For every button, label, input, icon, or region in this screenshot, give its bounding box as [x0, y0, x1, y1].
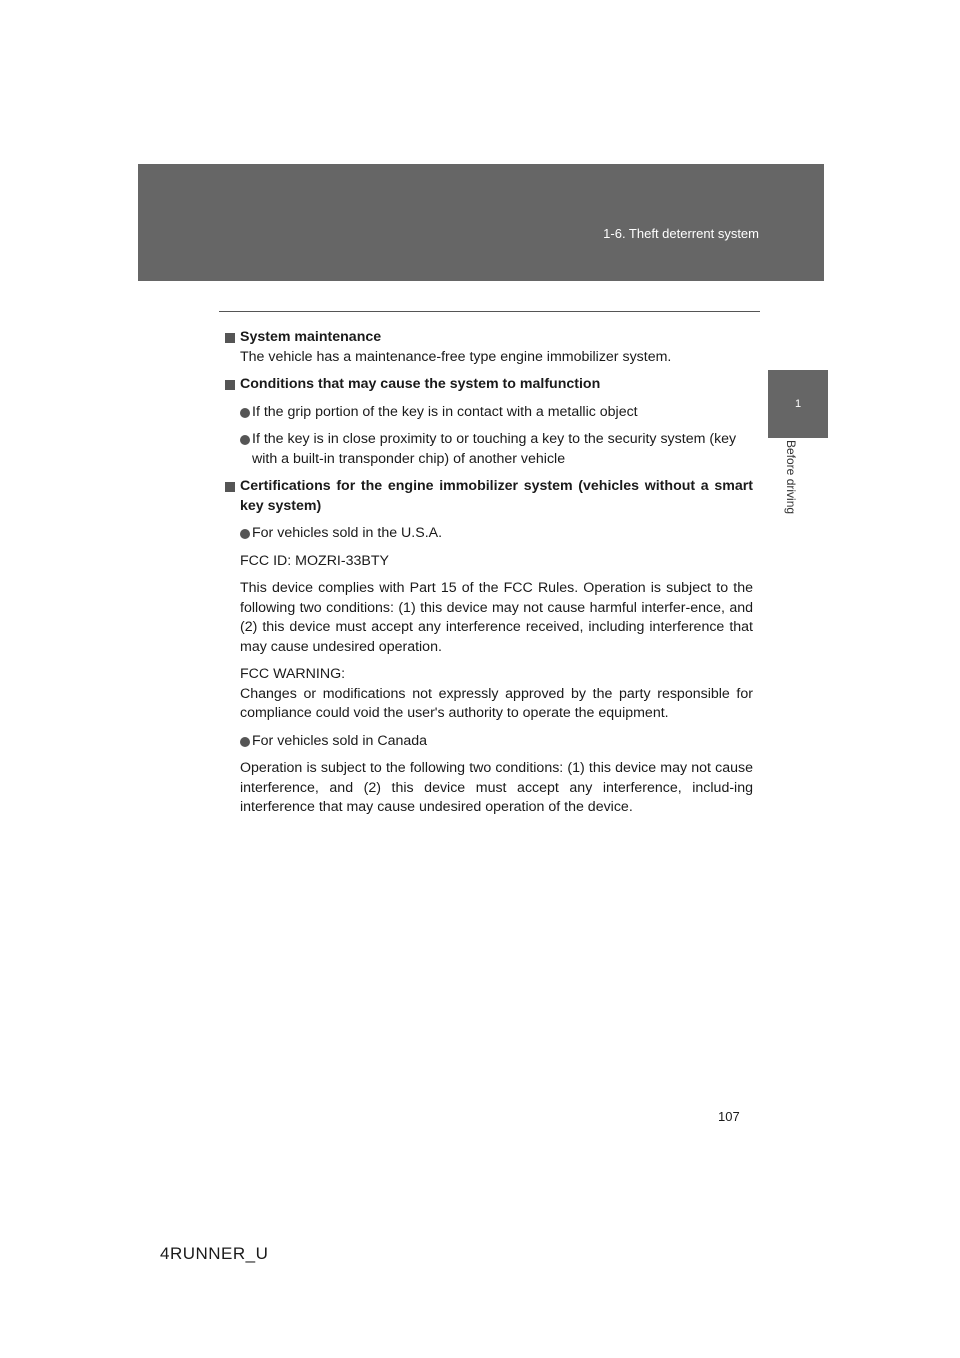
chapter-number: 1 — [794, 398, 802, 410]
circle-bullet-icon — [240, 529, 250, 539]
bullet-text: For vehicles sold in Canada — [252, 732, 428, 749]
paragraph: Changes or modifications not expressly approved by the party responsible for compliance could void the user's authority to operate the equipment. — [240, 685, 753, 721]
square-bullet-icon — [225, 333, 235, 343]
heading-text: Certifications for the engine immobilizer system (vehicles without a smart key system) — [240, 478, 753, 514]
bullet-text: If the grip portion of the key is in contact with a metallic object — [252, 403, 638, 420]
divider — [219, 311, 760, 312]
bullet-item — [225, 403, 753, 423]
header-band — [138, 164, 824, 281]
heading-certifications — [225, 477, 753, 516]
chapter-label: Before driving — [784, 440, 798, 515]
circle-bullet-icon — [240, 737, 250, 747]
circle-bullet-icon — [240, 435, 250, 445]
circle-bullet-icon — [240, 408, 250, 418]
bullet-item — [225, 732, 753, 752]
bullet-text: If the key is in close proximity to or touching a key to the security system (key with a built-in transponder chip) of another vehicle — [252, 431, 737, 467]
square-bullet-icon — [225, 482, 235, 492]
heading-text: System maintenance — [240, 329, 382, 345]
paragraph: Operation is subject to the following two conditions: (1) this device may not cause interference, and (2) this device must accept any interference, includ-ing interference that may cause undesired operation of the device. — [240, 760, 753, 815]
heading-system-maintenance — [225, 328, 753, 348]
bullet-text: For vehicles sold in the U.S.A. — [252, 525, 443, 541]
content — [225, 328, 753, 818]
square-bullet-icon — [225, 380, 235, 390]
page-number: 107 — [718, 1109, 740, 1124]
paragraph: This device complies with Part 15 of the FCC Rules. Operation is subject to the following two conditions: (1) this device may not cause harmful interfer-ence, and (2) this device must accept any interference received, including interference that may cause undesired operation. — [240, 580, 753, 655]
heading-malfunction-conditions — [225, 375, 753, 395]
section-title: 1-6. Theft deterrent system — [603, 226, 759, 241]
heading-text: Conditions that may cause the system to malfunction — [240, 376, 601, 392]
bullet-item — [225, 524, 753, 544]
fcc-id: FCC ID: MOZRI-33BTY — [240, 552, 389, 569]
warning-title: FCC WARNING: — [240, 666, 346, 682]
bullet-item — [225, 430, 753, 469]
paragraph: The vehicle has a maintenance-free type engine immobilizer system. — [240, 348, 672, 365]
model-code: 4RUNNER_U — [160, 1244, 269, 1263]
chapter-tab — [768, 370, 828, 438]
